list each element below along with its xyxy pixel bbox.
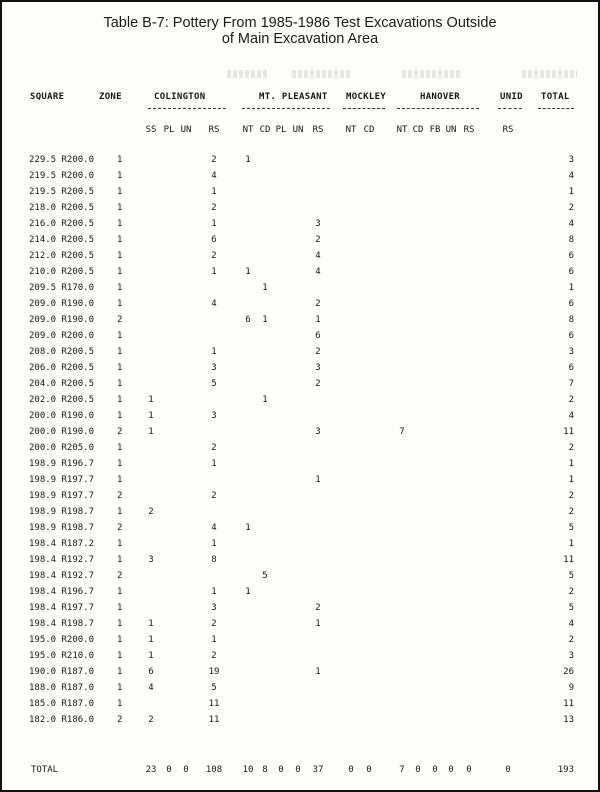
row-cell-mp-rs: 3	[315, 427, 321, 437]
row-zone: 1	[117, 155, 123, 165]
row-total: 2	[568, 507, 574, 517]
row-zone: 1	[117, 443, 123, 453]
row-total: 5	[568, 571, 574, 581]
row-total: 13	[563, 715, 574, 725]
header-zone: ZONE	[99, 92, 122, 102]
row-total: 2	[568, 203, 574, 213]
row-cell-mp-rs: 6	[315, 331, 321, 341]
subheader-unid-rs: RS	[502, 125, 514, 135]
row-cell-col-rs: 5	[211, 683, 217, 693]
row-square: 190.0 R187.0	[29, 667, 95, 677]
row-cell-col-rs: 1	[211, 187, 217, 197]
subheader-col-pl: PL	[163, 125, 175, 135]
total-cell-ha-fb: 0	[432, 765, 438, 775]
total-cell-unid-rs: 0	[505, 765, 511, 775]
row-square: 218.0 R200.5	[29, 203, 95, 213]
row-zone: 2	[117, 491, 123, 501]
row-zone: 1	[117, 603, 123, 613]
row-total: 1	[568, 475, 574, 485]
row-zone: 2	[117, 315, 123, 325]
row-cell-col-ss: 1	[148, 411, 154, 421]
row-total: 11	[563, 555, 574, 565]
row-cell-col-rs: 1	[211, 539, 217, 549]
subheader-mp-un: UN	[292, 125, 304, 135]
row-cell-col-ss: 1	[148, 427, 154, 437]
row-cell-mp-rs: 1	[315, 315, 321, 325]
totals-label: TOTAL	[31, 765, 59, 775]
row-cell-col-rs: 1	[211, 635, 217, 645]
row-zone: 1	[117, 651, 123, 661]
row-cell-mp-rs: 3	[315, 219, 321, 229]
row-square: 185.0 R187.0	[29, 699, 95, 709]
total-cell-ha-un: 0	[448, 765, 454, 775]
row-cell-mp-rs: 2	[315, 235, 321, 245]
row-zone: 1	[117, 539, 123, 549]
row-total: 7	[568, 379, 574, 389]
table-title: Table B-7: Pottery From 1985-1986 Test Excavations Outside	[103, 15, 497, 31]
row-square: 202.0 R200.5	[29, 395, 95, 405]
total-underline	[538, 108, 574, 109]
row-zone: 1	[117, 347, 123, 357]
row-cell-mp-rs: 4	[315, 267, 321, 277]
header-square: SQUARE	[30, 92, 65, 102]
row-cell-col-rs: 11	[208, 699, 220, 709]
row-total: 4	[568, 411, 574, 421]
subheader-mp-cd: CD	[259, 125, 271, 135]
row-square: 198.4 R198.7	[29, 619, 95, 629]
row-cell-col-rs: 2	[211, 443, 217, 453]
row-total: 4	[568, 219, 574, 229]
row-cell-mp-nt: 1	[245, 155, 251, 165]
row-zone: 1	[117, 587, 123, 597]
row-square: 214.0 R200.5	[29, 235, 95, 245]
subheader-mh-cd: CD	[363, 125, 375, 135]
row-cell-col-rs: 1	[211, 459, 217, 469]
row-cell-col-ss: 6	[148, 667, 154, 677]
row-total: 3	[568, 155, 574, 165]
row-cell-col-rs: 2	[211, 251, 217, 261]
row-total: 26	[563, 667, 574, 677]
total-cell-ha-nt: 7	[399, 765, 405, 775]
row-zone: 2	[117, 715, 123, 725]
row-cell-col-rs: 2	[211, 619, 217, 629]
row-zone: 2	[117, 571, 123, 581]
row-cell-col-ss: 1	[148, 619, 154, 629]
row-cell-col-rs: 8	[211, 555, 217, 565]
mockley-underline	[343, 108, 385, 109]
row-square: 198.9 R198.7	[29, 523, 95, 533]
row-zone: 1	[117, 475, 123, 485]
row-zone: 2	[117, 427, 123, 437]
row-cell-col-rs: 1	[211, 347, 217, 357]
row-cell-mp-rs: 2	[315, 299, 321, 309]
row-total: 1	[568, 187, 574, 197]
bleed-through-mark	[227, 70, 267, 78]
row-cell-col-rs: 11	[208, 715, 220, 725]
row-square: 209.0 R190.0	[29, 315, 95, 325]
row-zone: 1	[117, 187, 123, 197]
row-square: 204.0 R200.5	[29, 379, 95, 389]
row-total: 5	[568, 603, 574, 613]
row-zone: 1	[117, 667, 123, 677]
row-total: 6	[568, 267, 574, 277]
bleed-through-mark	[522, 70, 577, 78]
row-zone: 1	[117, 331, 123, 341]
header-colington: COLINGTON	[154, 92, 206, 102]
row-zone: 1	[117, 203, 123, 213]
row-zone: 1	[117, 699, 123, 709]
row-zone: 1	[117, 411, 123, 421]
row-square: 200.0 R190.0	[29, 411, 95, 421]
row-total: 5	[568, 523, 574, 533]
hanover-underline	[397, 108, 479, 109]
row-zone: 1	[117, 379, 123, 389]
row-square: 198.4 R192.7	[29, 555, 95, 565]
row-total: 2	[568, 443, 574, 453]
row-cell-col-rs: 3	[211, 363, 217, 373]
row-total: 2	[568, 635, 574, 645]
row-square: 219.5 R200.0	[29, 171, 95, 181]
row-cell-mp-rs: 2	[315, 347, 321, 357]
row-zone: 1	[117, 267, 123, 277]
row-zone: 1	[117, 235, 123, 245]
subheader-mh-nt: NT	[345, 125, 357, 135]
row-cell-mp-nt: 6	[245, 315, 251, 325]
row-square: 198.9 R196.7	[29, 459, 95, 469]
row-cell-col-rs: 5	[211, 379, 217, 389]
row-cell-mp-rs: 1	[315, 475, 321, 485]
subheader-ha-rs: RS	[463, 125, 475, 135]
row-square: 229.5 R200.0	[29, 155, 95, 165]
bleed-through-mark	[402, 70, 462, 78]
row-total: 11	[563, 427, 574, 437]
row-cell-col-rs: 2	[211, 203, 217, 213]
row-cell-col-rs: 3	[211, 603, 217, 613]
row-cell-col-rs: 1	[211, 219, 217, 229]
subheader-ha-nt: NT	[396, 125, 408, 135]
row-total: 4	[568, 171, 574, 181]
row-square: 188.0 R187.0	[29, 683, 95, 693]
row-zone: 2	[117, 523, 123, 533]
row-cell-mp-cd: 1	[262, 315, 268, 325]
subheader-ha-un: UN	[445, 125, 457, 135]
row-square: 209.5 R170.0	[29, 283, 95, 293]
total-cell-mp-pl: 0	[278, 765, 284, 775]
row-cell-mp-nt: 1	[245, 587, 251, 597]
row-zone: 1	[117, 507, 123, 517]
subheader-ha-fb: FB	[429, 125, 441, 135]
header-unid: UNID	[500, 92, 523, 102]
row-total: 1	[568, 539, 574, 549]
row-zone: 1	[117, 395, 123, 405]
unid-underline	[498, 108, 522, 109]
row-cell-ha-nt: 7	[399, 427, 405, 437]
header-hanover: HANOVER	[420, 92, 461, 102]
row-cell-mp-rs: 2	[315, 379, 321, 389]
header-total: TOTAL	[541, 92, 570, 102]
row-square: 200.0 R205.0	[29, 443, 95, 453]
row-total: 4	[568, 619, 574, 629]
row-total: 2	[568, 587, 574, 597]
row-square: 209.0 R190.0	[29, 299, 95, 309]
row-square: 198.9 R197.7	[29, 491, 95, 501]
row-cell-col-rs: 4	[211, 523, 217, 533]
row-cell-col-rs: 19	[208, 667, 220, 677]
row-square: 195.0 R200.0	[29, 635, 95, 645]
row-square: 198.4 R187.2	[29, 539, 95, 549]
row-total: 2	[568, 395, 574, 405]
row-zone: 1	[117, 683, 123, 693]
row-cell-mp-rs: 3	[315, 363, 321, 373]
row-cell-col-rs: 1	[211, 267, 217, 277]
total-cell-ha-rs: 0	[466, 765, 472, 775]
row-cell-col-rs: 4	[211, 171, 217, 181]
row-square: 208.0 R200.5	[29, 347, 95, 357]
subheader-mp-rs: RS	[312, 125, 324, 135]
row-cell-mp-cd: 1	[262, 283, 268, 293]
row-square: 195.0 R210.0	[29, 651, 95, 661]
total-cell-mp-rs: 37	[312, 765, 324, 775]
row-zone: 1	[117, 555, 123, 565]
row-cell-mp-cd: 5	[262, 571, 268, 581]
row-cell-col-ss: 1	[148, 651, 154, 661]
total-cell-mp-un: 0	[295, 765, 301, 775]
row-cell-col-ss: 1	[148, 635, 154, 645]
header-mt-pleasant: MT. PLEASANT	[259, 92, 328, 102]
bleed-through-mark	[292, 70, 352, 78]
row-square: 206.0 R200.5	[29, 363, 95, 373]
row-zone: 1	[117, 219, 123, 229]
total-cell-ha-cd: 0	[415, 765, 421, 775]
row-square: 198.9 R197.7	[29, 475, 95, 485]
row-zone: 1	[117, 171, 123, 181]
row-cell-mp-rs: 1	[315, 619, 321, 629]
row-square: 198.9 R198.7	[29, 507, 95, 517]
row-total: 9	[568, 683, 574, 693]
row-zone: 1	[117, 299, 123, 309]
row-cell-col-rs: 2	[211, 491, 217, 501]
row-cell-col-ss: 1	[148, 395, 154, 405]
row-zone: 1	[117, 363, 123, 373]
row-cell-mp-nt: 1	[245, 523, 251, 533]
row-cell-col-ss: 4	[148, 683, 154, 693]
mt-pleasant-underline	[242, 108, 330, 109]
row-zone: 1	[117, 251, 123, 261]
subheader-ha-cd: CD	[412, 125, 424, 135]
row-cell-col-rs: 4	[211, 299, 217, 309]
total-cell-mp-nt: 10	[242, 765, 254, 775]
subheader-col-ss: SS	[145, 125, 157, 135]
row-total: 2	[568, 491, 574, 501]
row-total: 3	[568, 347, 574, 357]
colington-underline	[148, 108, 226, 109]
row-square: 209.0 R200.0	[29, 331, 95, 341]
total-cell-mp-cd: 8	[262, 765, 268, 775]
row-square: 212.0 R200.5	[29, 251, 95, 261]
subheader-col-rs: RS	[208, 125, 220, 135]
row-total: 8	[568, 315, 574, 325]
row-total: 1	[568, 459, 574, 469]
row-cell-col-rs: 3	[211, 411, 217, 421]
row-cell-mp-rs: 4	[315, 251, 321, 261]
total-cell-col-ss: 23	[145, 765, 157, 775]
row-cell-mp-rs: 1	[315, 667, 321, 677]
total-cell-mh-nt: 0	[348, 765, 354, 775]
row-cell-col-ss: 2	[148, 507, 154, 517]
header-mockley: MOCKLEY	[346, 92, 387, 102]
row-square: 200.0 R190.0	[29, 427, 95, 437]
row-square: 198.4 R197.7	[29, 603, 95, 613]
table-title-line-2: of Main Excavation Area	[221, 31, 379, 47]
row-total: 11	[563, 699, 574, 709]
grand-total: 193	[557, 765, 574, 775]
row-cell-mp-rs: 2	[315, 603, 321, 613]
row-cell-col-rs: 2	[211, 651, 217, 661]
row-zone: 1	[117, 635, 123, 645]
row-square: 182.0 R186.0	[29, 715, 95, 725]
row-total: 6	[568, 331, 574, 341]
row-cell-col-rs: 1	[211, 587, 217, 597]
row-square: 219.5 R200.5	[29, 187, 95, 197]
row-total: 8	[568, 235, 574, 245]
row-square: 198.4 R192.7	[29, 571, 95, 581]
row-total: 6	[568, 251, 574, 261]
row-zone: 1	[117, 459, 123, 469]
subheader-col-un: UN	[180, 125, 192, 135]
row-total: 3	[568, 651, 574, 661]
row-cell-col-ss: 3	[148, 555, 154, 565]
row-cell-col-rs: 6	[211, 235, 217, 245]
subheader-mp-pl: PL	[275, 125, 287, 135]
row-square: 216.0 R200.5	[29, 219, 95, 229]
row-cell-mp-cd: 1	[262, 395, 268, 405]
row-zone: 1	[117, 283, 123, 293]
row-zone: 1	[117, 619, 123, 629]
row-total: 6	[568, 299, 574, 309]
total-cell-mh-cd: 0	[366, 765, 372, 775]
row-cell-mp-nt: 1	[245, 267, 251, 277]
row-square: 210.0 R200.5	[29, 267, 95, 277]
subheader-mp-nt: NT	[242, 125, 254, 135]
total-cell-col-un: 0	[183, 765, 189, 775]
total-cell-col-pl: 0	[166, 765, 172, 775]
row-square: 198.4 R196.7	[29, 587, 95, 597]
total-cell-col-rs: 108	[205, 765, 223, 775]
row-cell-col-rs: 2	[211, 155, 217, 165]
row-total: 1	[568, 283, 574, 293]
row-cell-col-ss: 2	[148, 715, 154, 725]
row-total: 6	[568, 363, 574, 373]
